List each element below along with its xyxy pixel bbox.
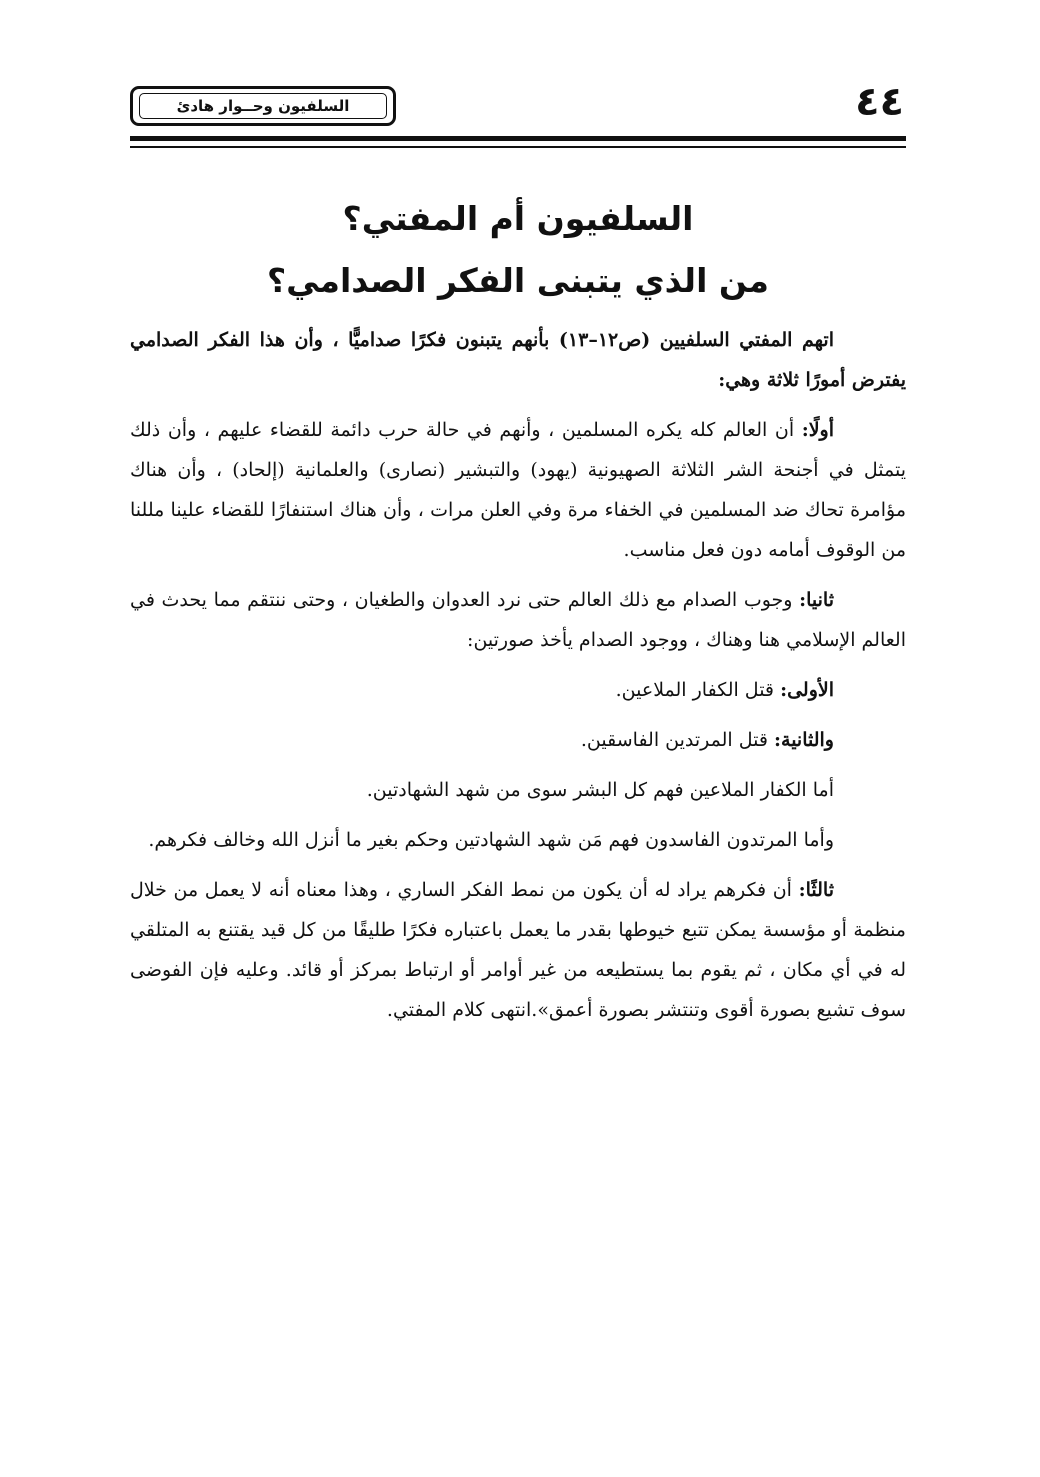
third-point-lead: ثالثًا: [798,879,834,901]
form-two-paragraph [130,720,906,760]
header-rule-thin [130,146,906,148]
form-one-lead: الأولى: [780,679,834,701]
third-point-text: أن فكرهم يراد له أن يكون من نمط الفكر الساري ، وهذا معناه أنه لا يعمل من خلال منظمة أو مؤسسة يمكن تتبع خيوطها بقدر ما يعمل باعتباره فكرًا طليقًا من كل قيد يقتنع به المتلقي له في أي مكان ، ثم يقوم بما يستطيعه من غير أوامر أو ارتباط بمركز أو قائد. وعليه فإن الفوضى سوف تشيع بصورة أقوى وتنتشر بصورة أعمق».انتهى كلام المفتي. [130,879,906,1021]
running-title-frame [130,86,396,126]
page-number: ٤٤ [855,79,904,125]
running-title: السلفيون وحــوار هادئ [139,93,387,119]
first-point-paragraph [130,410,906,570]
title-line-1: السلفيون أم المفتي؟ [342,199,694,238]
chapter-title [130,188,906,312]
form-one-text: قتل الكفار الملاعين. [615,679,781,701]
infidels-paragraph: أما الكفار الملاعين فهم كل البشر سوى من شهد الشهادتين. [366,779,834,801]
first-point-lead: أولًا: [801,419,834,441]
title-line-2: من الذي يتبنى الفكر الصدامي؟ [266,261,769,300]
intro-paragraph: اتهم المفتي السلفيين (ص١٢–١٣) بأنهم يتبنون فكرًا صداميًّا ، وأن هذا الفكر الصدامي يفترض أمورًا ثلاثة وهي: [130,329,906,391]
second-point-lead: ثانيا: [799,589,834,611]
second-point-paragraph [130,580,906,660]
form-two-text: قتل المرتدين الفاسقين. [580,729,774,751]
header-rule-thick [130,136,906,141]
form-two-lead: والثانية: [774,729,834,751]
third-point-paragraph [130,870,906,1030]
body-text [130,320,906,1040]
form-one-paragraph [130,670,906,710]
second-point-text: وجوب الصدام مع ذلك العالم حتى نرد العدوان والطغيان ، وحتى ننتقم مما يحدث في العالم الإسلامي هنا وهناك ، ووجود الصدام يأخذ صورتين: [130,589,906,651]
apostates-paragraph: وأما المرتدون الفاسدون فهم مَن شهد الشهادتين وحكم بغير ما أنزل الله وخالف فكرهم. [148,829,834,851]
first-point-text: أن العالم كله يكره المسلمين ، وأنهم في حالة حرب دائمة للقضاء عليهم ، وأن ذلك يتمثل في أجنحة الشر الثلاثة الصهيونية (يهود) والتبشير (نصارى) والعلمانية (إلحاد) ، وأن هناك مؤامرة تحاك ضد المسلمين في الخفاء مرة وفي العلن مرات ، وأن هناك استنفارًا للقضاء علينا مللنا من الوقوف أمامه دون فعل مناسب. [130,419,906,561]
